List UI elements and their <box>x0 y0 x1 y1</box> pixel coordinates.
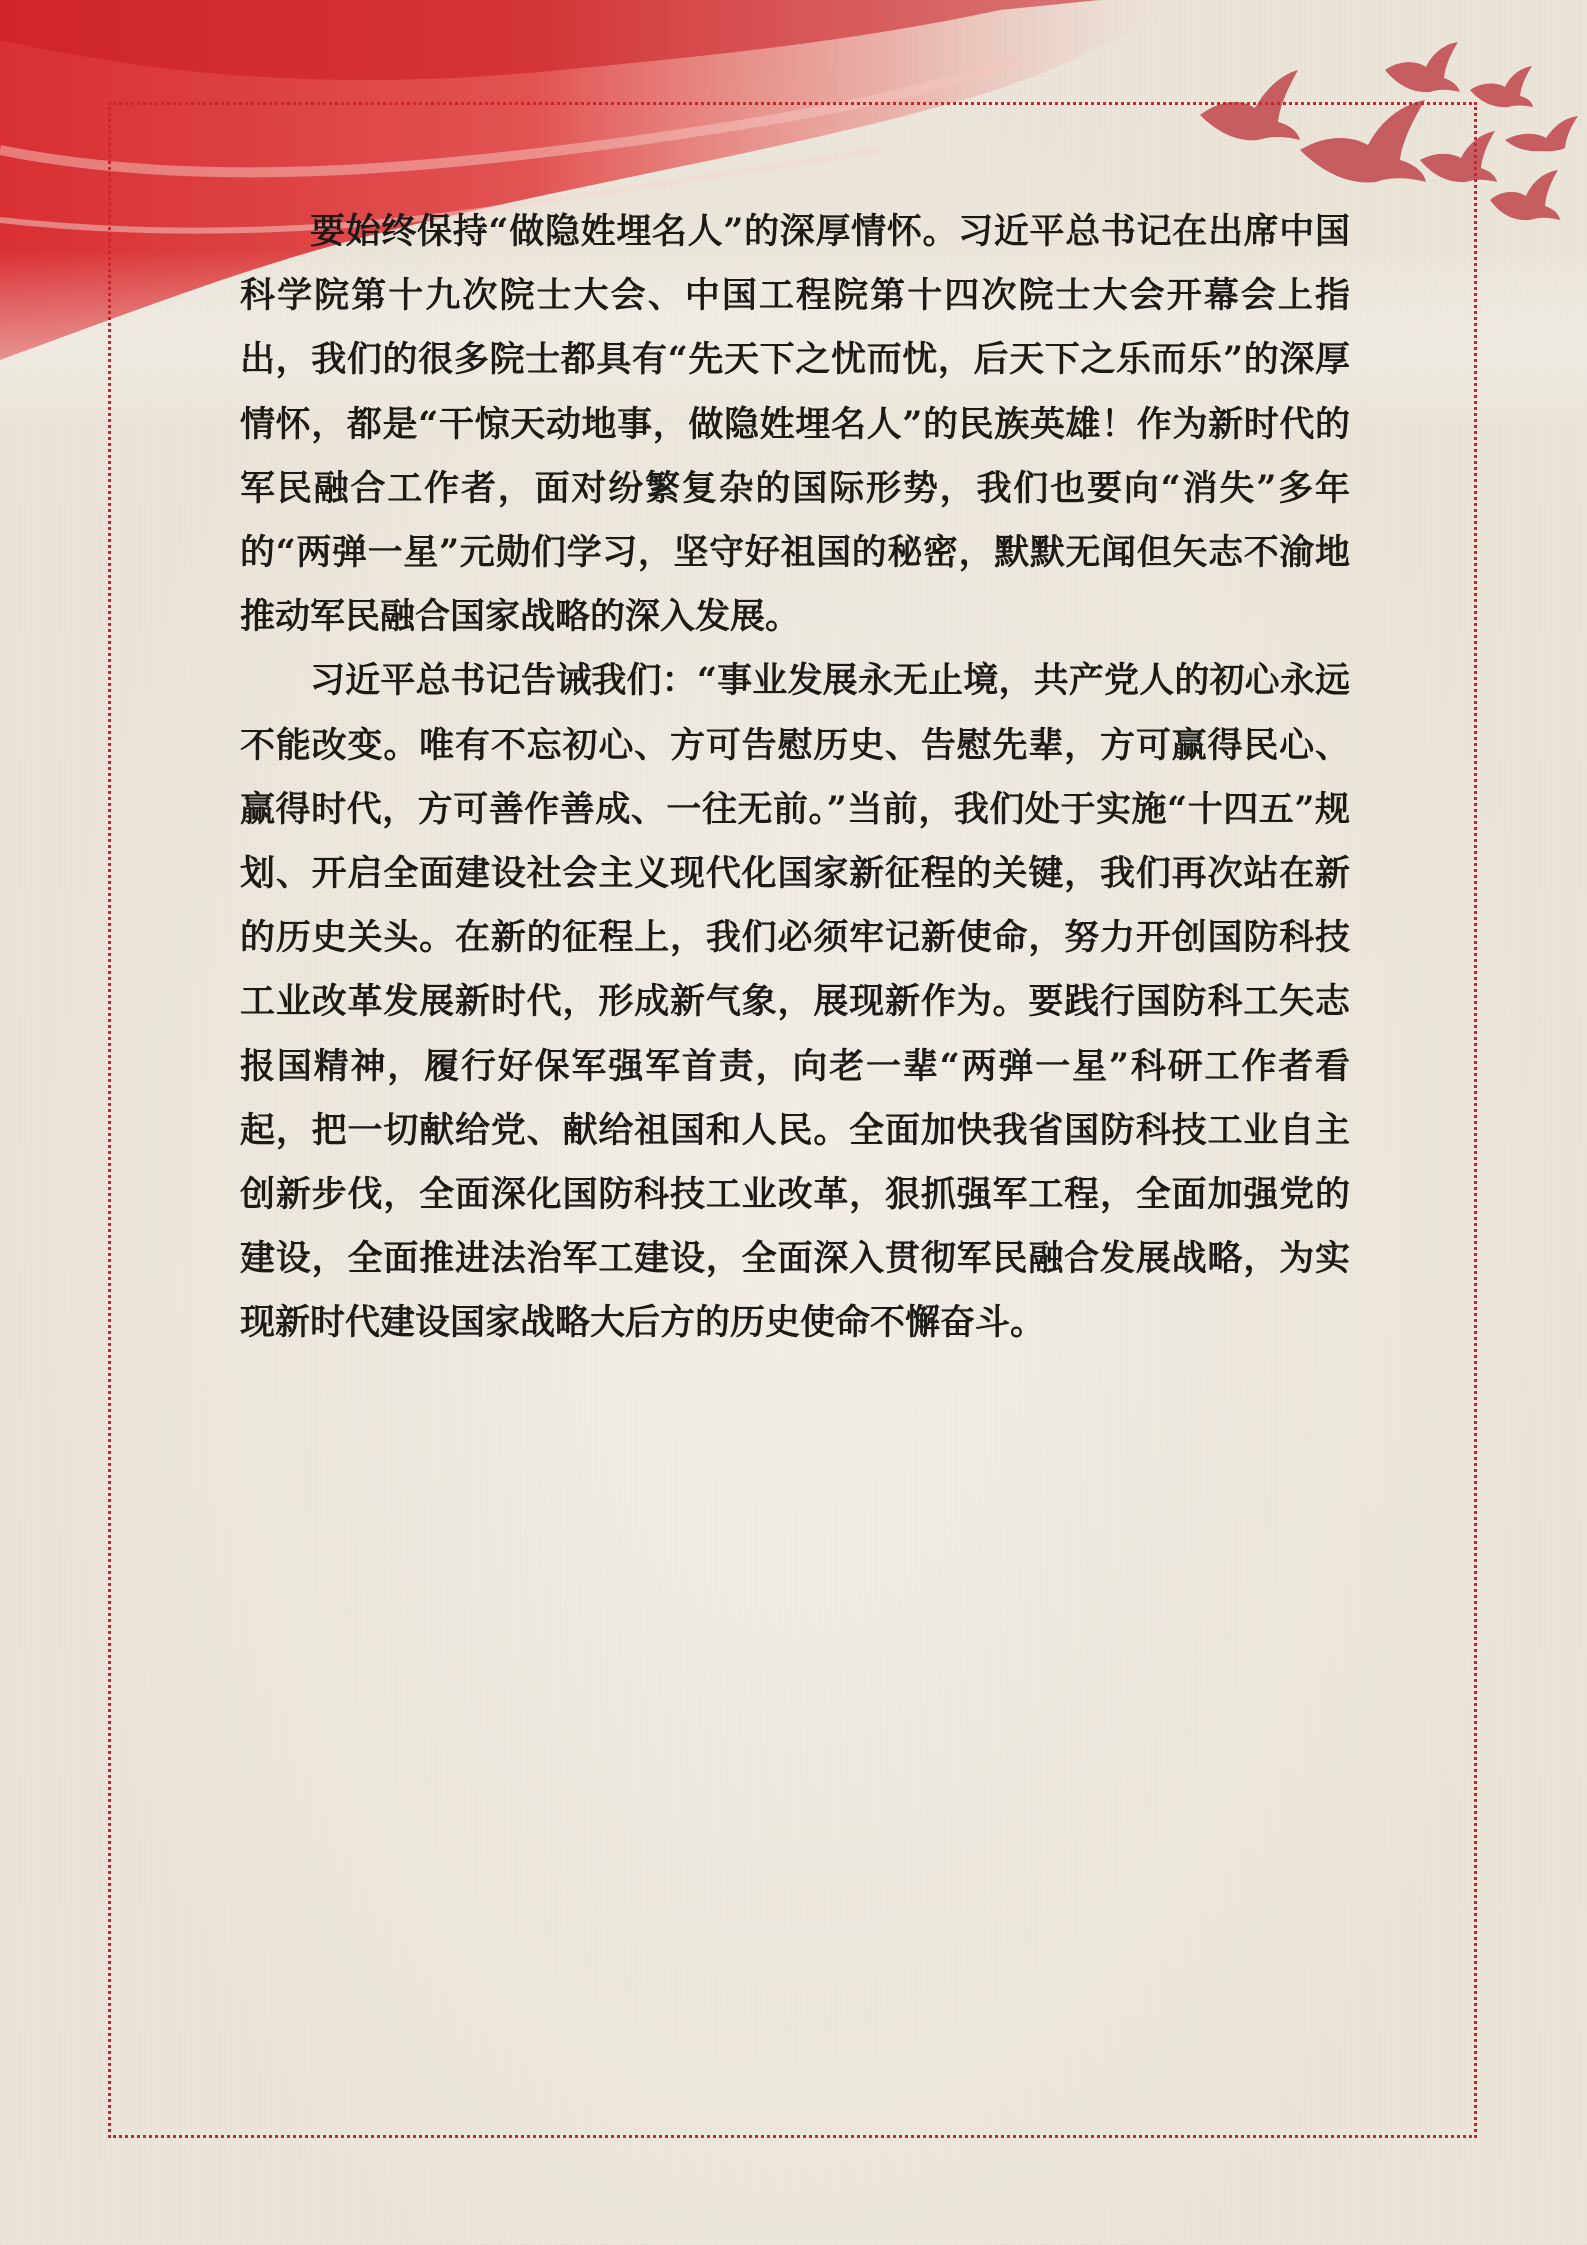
article-body <box>240 200 1350 1356</box>
paragraph-2: 习近平总书记告诫我们：“事业发展永无止境，共产党人的初心永远不能改变。唯有不忘初心、方可告慰历史、告慰先辈，方可赢得民心、赢得时代，方可善作善成、一往无前。”当前，我们处于实施“十四五”规划、开启全面建设社会主义现代化国家新征程的关键，我们再次站在新的历史关头。在新的征程上，我们必须牢记新使命，努力开创国防科技工业改革发展新时代，形成新气象，展现新作为。要践行国防科工矢志报国精神，履行好保军强军首责，向老一辈“两弹一星”科研工作者看起，把一切献给党、献给祖国和人民。全面加快我省国防科技工业自主创新步伐，全面深化国防科技工业改革，狠抓强军工程，全面加强党的建设，全面推进法治军工建设，全面深入贯彻军民融合发展战略，为实现新时代建设国家战略大后方的历史使命不懈奋斗。 <box>240 660 1350 1344</box>
paragraph-1: 要始终保持“做隐姓埋名人”的深厚情怀。习近平总书记在出席中国科学院第十九次院士大会、中国工程院第十四次院士大会开幕会上指出，我们的很多院士都具有“先天下之忧而忧，后天下之乐而乐”的深厚情怀，都是“干惊天动地事，做隐姓埋名人”的民族英雄！作为新时代的军民融合工作者，面对纷繁复杂的国际形势，我们也要向“消失”多年的“两弹一星”元勋们学习，坚守好祖国的秘密，默默无闻但矢志不渝地推动军民融合国家战略的深入发展。 <box>240 211 1350 638</box>
